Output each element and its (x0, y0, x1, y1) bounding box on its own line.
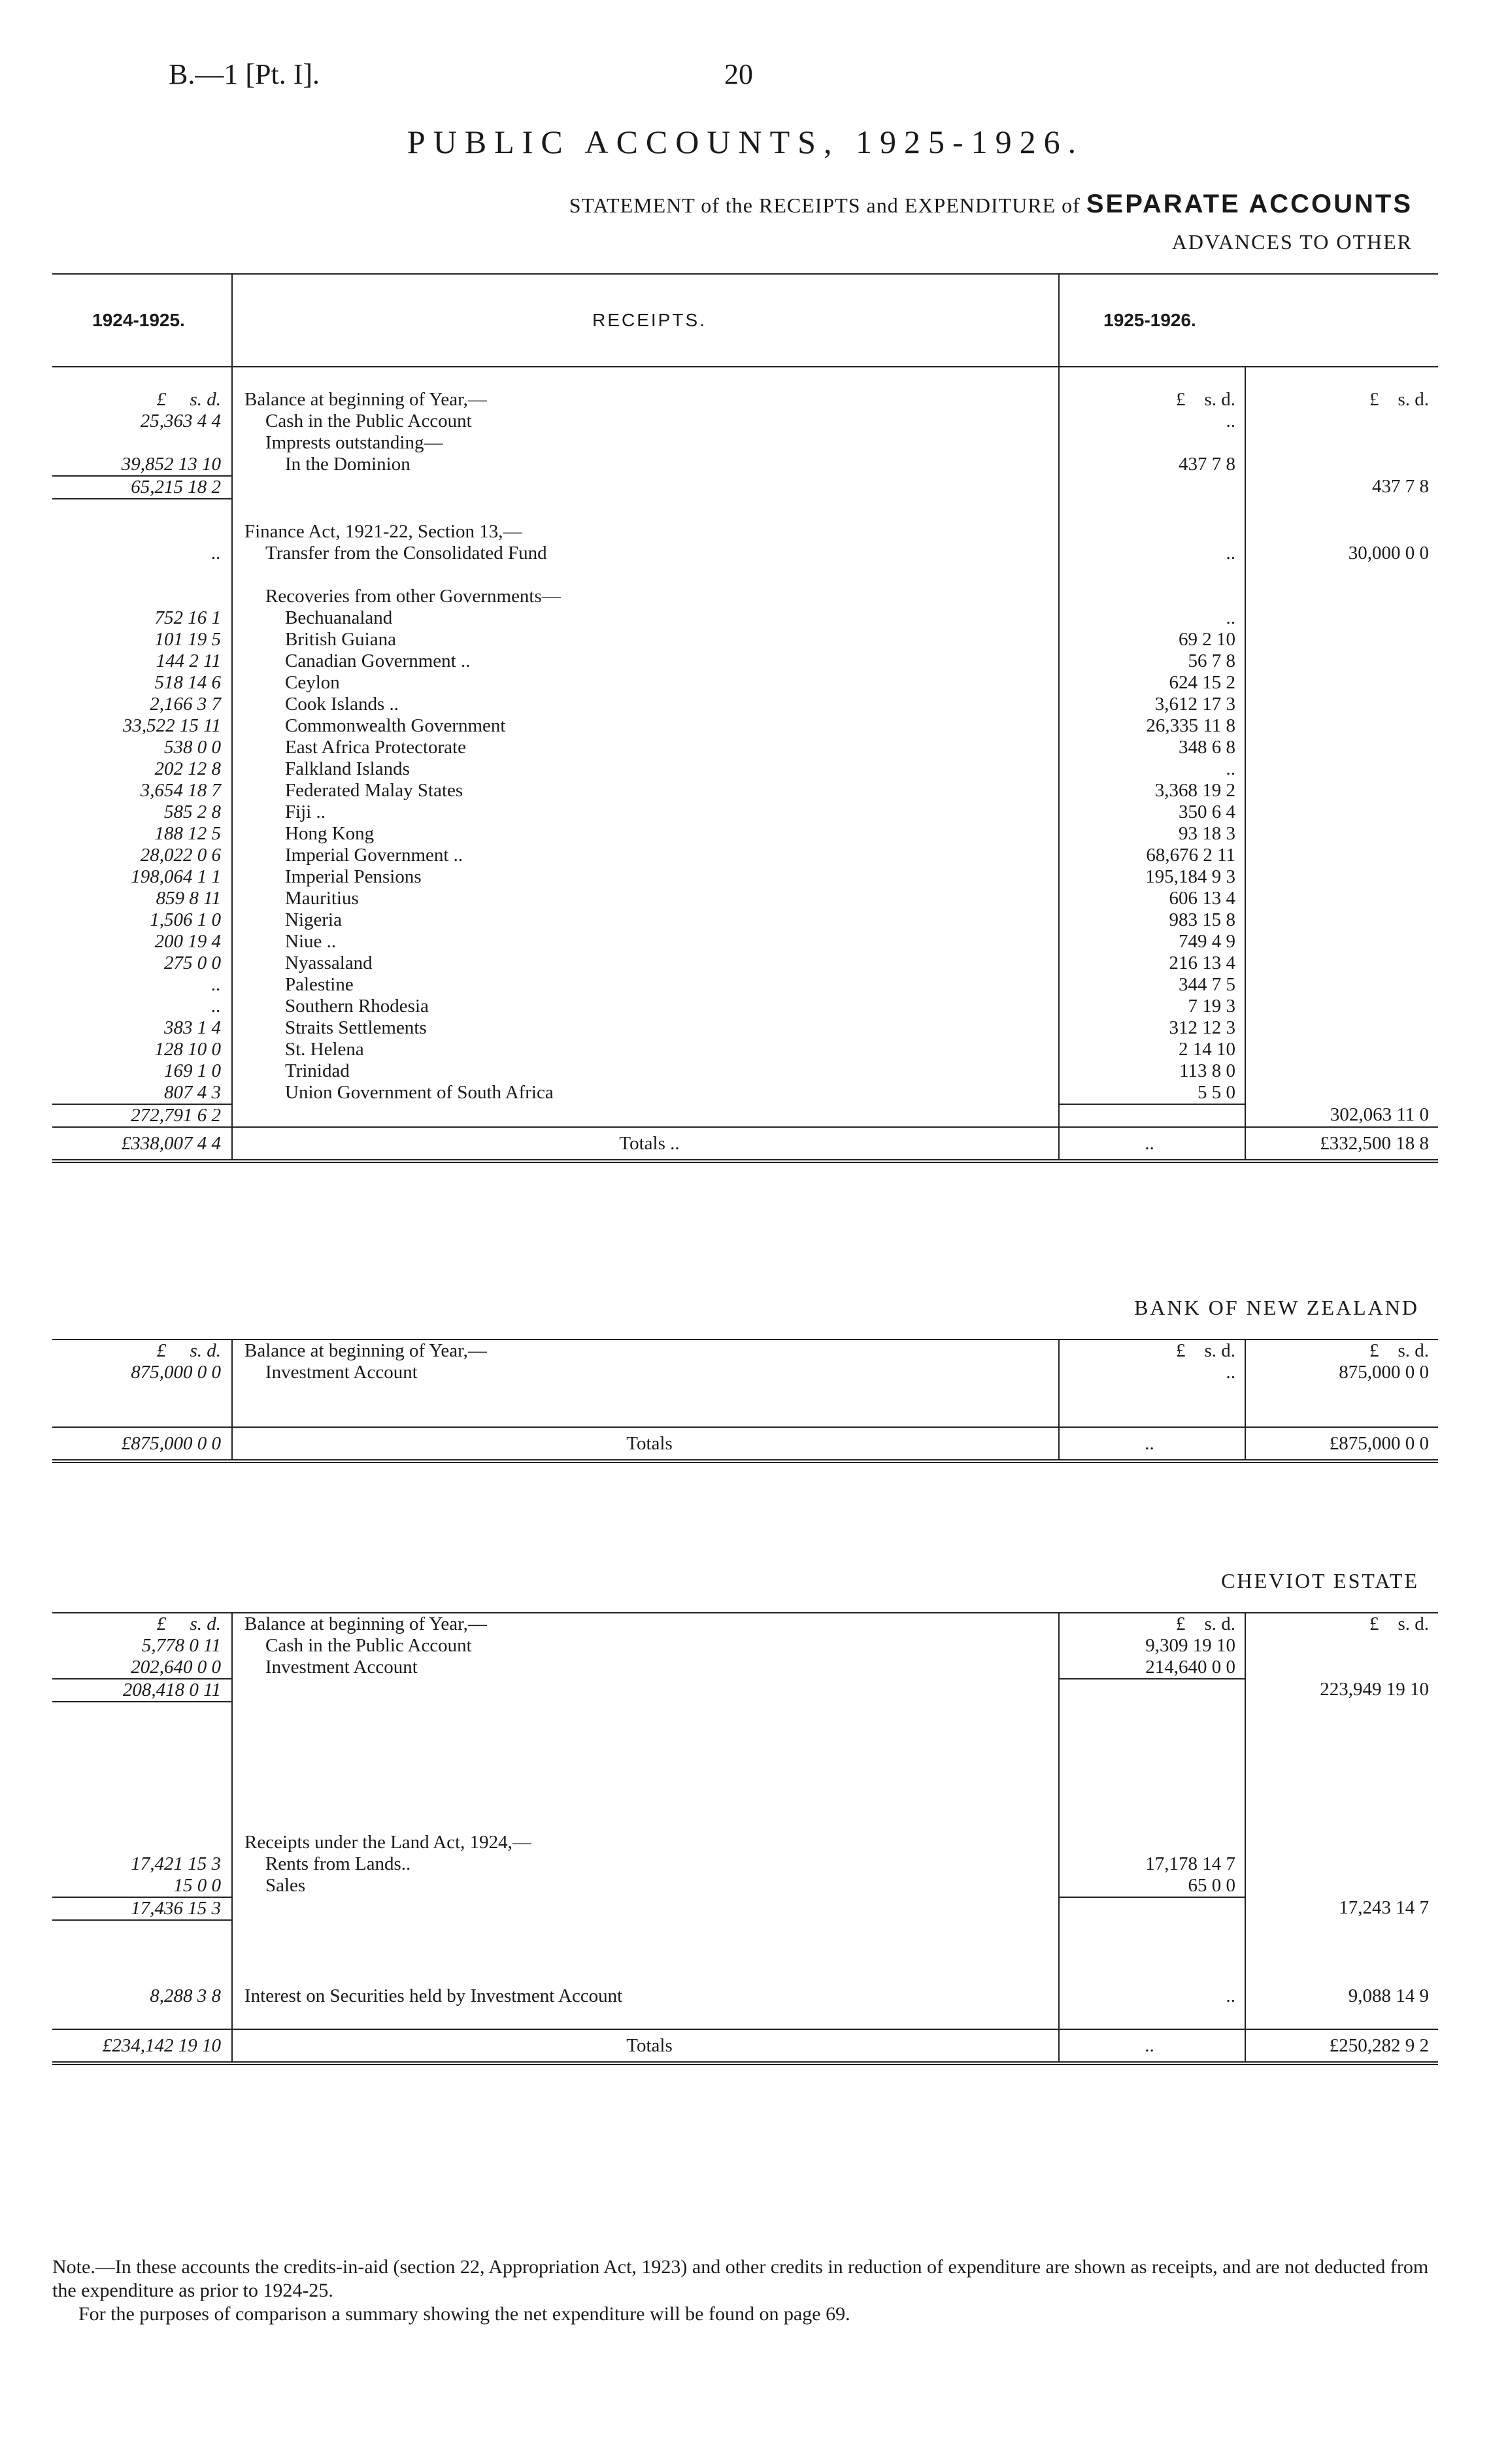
statement-heading (569, 190, 1413, 219)
table-row: 101 19 5 British Guiana 69 2 10 (52, 629, 1438, 650)
table-row: 15 0 0 Sales 65 0 0 (52, 1875, 1438, 1897)
table-row: .. Palestine 344 7 5 (52, 974, 1438, 996)
units-row: £ s. d. Balance at beginning of Year,— £ s. d. £ s. d. (52, 1340, 1438, 1362)
table-row: 39,852 13 10 In the Dominion 437 7 8 (52, 454, 1438, 476)
bank-table (52, 1339, 1438, 1463)
subtotal-row: 272,791 6 2 302,063 11 0 (52, 1104, 1438, 1127)
table-row: 8,288 3 8 Interest on Securities held by Investment Account .. 9,088 14 9 (52, 1985, 1438, 2007)
table-row: .. Transfer from the Consolidated Fund .. 30,000 0 0 (52, 543, 1438, 564)
table-row: 17,421 15 3 Rents from Lands.. 17,178 14 7 (52, 1853, 1438, 1875)
table-row: 200 19 4 Niue .. 749 4 9 (52, 931, 1438, 953)
units-row: £ s. d. Balance at beginning of Year,— £ s. d. £ s. d. (52, 389, 1438, 411)
table-row: 202,640 0 0 Investment Account 214,640 0 0 (52, 1657, 1438, 1679)
table-row: 585 2 8 Fiji .. 350 6 4 (52, 802, 1438, 823)
table-row: 383 1 4 Straits Settlements 312 12 3 (52, 1017, 1438, 1039)
table-row: 752 16 1 Bechuanaland .. (52, 607, 1438, 629)
table-row: 859 8 11 Mauritius 606 13 4 (52, 888, 1438, 909)
table-row: 198,064 1 1 Imperial Pensions 195,184 9 3 (52, 866, 1438, 888)
advances-table (52, 273, 1438, 1163)
table-row: 169 1 0 Trinidad 113 8 0 (52, 1060, 1438, 1082)
statement-prefix: STATEMENT of the RECEIPTS and EXPENDITURE of (569, 194, 1081, 217)
receipts-header: RECEIPTS. (232, 274, 1059, 367)
subtotal-row: 65,215 18 2 437 7 8 (52, 476, 1438, 499)
document-reference: B.—1 [Pt. I]. (169, 58, 320, 90)
table-row: 33,522 15 11 Commonwealth Government 26,335 11 8 (52, 715, 1438, 737)
table-row: 518 14 6 Ceylon 624 15 2 (52, 672, 1438, 694)
subtotal-row: 17,436 15 3 17,243 14 7 (52, 1897, 1438, 1920)
table-row: 144 2 11 Canadian Government .. 56 7 8 (52, 650, 1438, 672)
table-row: 128 10 0 St. Helena 2 14 10 (52, 1039, 1438, 1060)
balance-heading: Balance at beginning of Year,— (232, 389, 1059, 411)
table-row: Finance Act, 1921-22, Section 13,— (52, 521, 1438, 543)
statement-bold: SEPARATE ACCOUNTS (1086, 190, 1413, 218)
table-row: 275 0 0 Nyassaland 216 13 4 (52, 953, 1438, 974)
page-number: 20 (724, 58, 753, 90)
subtotal-row: 208,418 0 11 223,949 19 10 (52, 1679, 1438, 1702)
footnote-1: Note.—In these accounts the credits-in-aid (section 22, Appropriation Act, 1923) and other credits in reduction of expenditure are shown as receipts, and are not deducted from the expenditure as prior to 1924-25. (52, 2256, 1429, 2301)
table-row: 202 12 8 Falkland Islands .. (52, 758, 1438, 780)
bank-section-title: BANK OF NEW ZEALAND (1134, 1296, 1419, 1319)
table-row: 2,166 3 7 Cook Islands .. 3,612 17 3 (52, 694, 1438, 715)
units-row: £ s. d. Balance at beginning of Year,— £ s. d. £ s. d. (52, 1613, 1438, 1635)
section-subtitle: ADVANCES TO OTHER (1171, 230, 1413, 254)
curr-year-header: 1925-1926. (1059, 274, 1245, 367)
table-row: Receipts under the Land Act, 1924,— (52, 1832, 1438, 1853)
totals-row: £875,000 0 0 Totals .. £875,000 0 0 (52, 1427, 1438, 1461)
table-row: Recoveries from other Governments— (52, 586, 1438, 607)
table-row: 538 0 0 East Africa Protectorate 348 6 8 (52, 737, 1438, 758)
table-row: Imprests outstanding— (52, 432, 1438, 454)
table-row: 5,778 0 11 Cash in the Public Account 9,309 19 10 (52, 1635, 1438, 1657)
table-row: 188 12 5 Hong Kong 93 18 3 (52, 823, 1438, 845)
footnote (52, 2255, 1445, 2326)
totals-row: £234,142 19 10 Totals .. £250,282 9 2 (52, 2029, 1438, 2063)
table-row: 875,000 0 0 Investment Account .. 875,000 0 0 (52, 1362, 1438, 1383)
totals-row: £338,007 4 4 Totals .. .. £332,500 18 8 (52, 1127, 1438, 1161)
table-row: 1,506 1 0 Nigeria 983 15 8 (52, 909, 1438, 931)
table-row: .. Southern Rhodesia 7 19 3 (52, 996, 1438, 1017)
table-row: 25,363 4 4 Cash in the Public Account .. (52, 411, 1438, 432)
table-row: 3,654 18 7 Federated Malay States 3,368 19 2 (52, 780, 1438, 802)
footnote-2: For the purposes of comparison a summary showing the net expenditure will be found on page 69. (78, 2303, 850, 2325)
table-row: 28,022 0 6 Imperial Government .. 68,676 2 11 (52, 845, 1438, 866)
page-title: PUBLIC ACCOUNTS, 1925-1926. (407, 124, 1084, 160)
cheviot-table (52, 1612, 1438, 2065)
table-row: 807 4 3 Union Government of South Africa 5 5 0 (52, 1082, 1438, 1104)
table-header-row (52, 274, 1438, 367)
cheviot-section-title: CHEVIOT ESTATE (1221, 1569, 1419, 1593)
recoveries-list (52, 607, 1438, 1104)
prev-year-header: 1924-1925. (52, 274, 232, 367)
